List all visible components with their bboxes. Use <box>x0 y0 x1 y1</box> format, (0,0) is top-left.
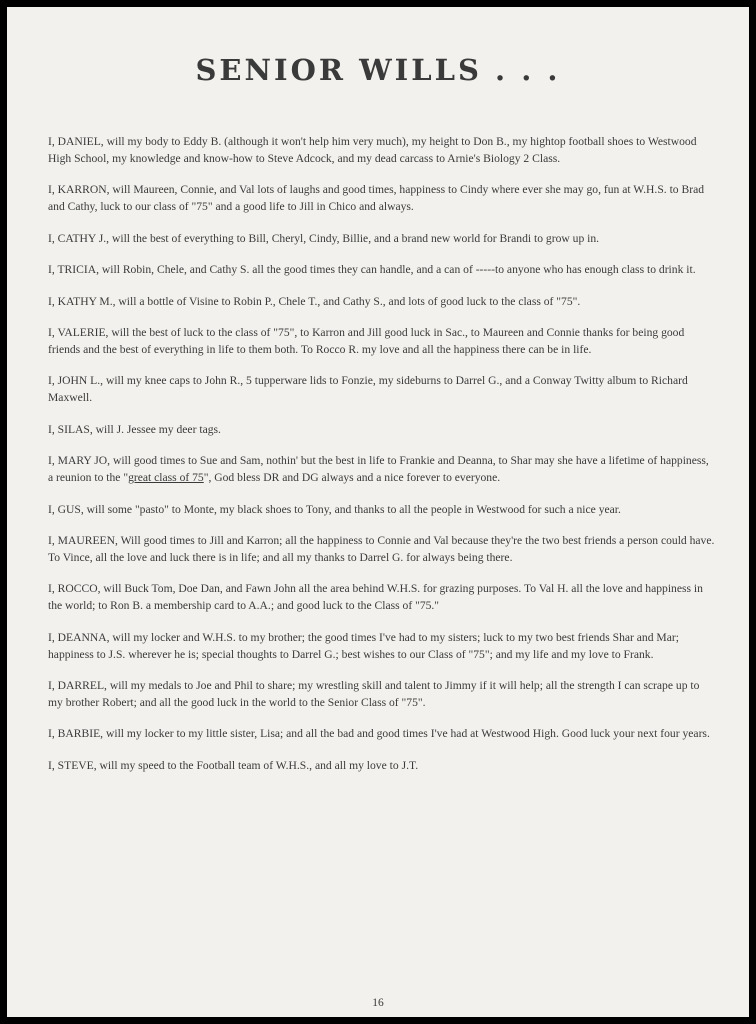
will-entry-maureen: I, MAUREEN, Will good times to Jill and Karron; all the happiness to Connie and Val because they're the two best friends a person could have. To Vince, all the love and luck there is in life; and all my thanks to Darrel G. for always being there. <box>48 533 715 564</box>
will-entry-tricia: I, TRICIA, will Robin, Chele, and Cathy S. all the good times they can handle, and a can of -----to anyone who has enough class to drink it. <box>48 263 696 277</box>
will-entry-rocco: I, ROCCO, will Buck Tom, Doe Dan, and Fawn John all the area behind W.H.S. for grazing purposes. To Val H. all the love and happiness in the world; to Ron B. a membership card to A.A.; and good luck to the Class of "75." <box>48 582 703 613</box>
yearbook-page <box>7 7 749 1017</box>
will-entry-barbie: I, BARBIE, will my locker to my little sister, Lisa; and all the bad and good times I've had at Westwood High. Good luck your next four years. <box>48 727 710 741</box>
will-entry-darrel: I, DARREL, will my medals to Joe and Phil to share; my wrestling skill and talent to Jimmy if it will help; all the strength I can scrape up to my brother Robert; and all the good luck in the world to the Senior Class of "75". <box>48 679 700 710</box>
will-entry-gus: I, GUS, will some "pasto" to Monte, my black shoes to Tony, and thanks to all the people in Westwood for such a nice year. <box>48 502 621 516</box>
will-entry-kathy-m: I, KATHY M., will a bottle of Visine to Robin P., Chele T., and Cathy S., and lots of good luck to the class of "75". <box>48 294 581 308</box>
page-title: SENIOR WILLS . . . <box>195 53 561 87</box>
will-entry-deanna: I, DEANNA, will my locker and W.H.S. to my brother; the good times I've had to my sisters; luck to my two best friends Shar and Mar; happiness to J.S. wherever he is; special thoughts to Darrel G.; best wishes to our Class of "75"; and my life and my love to Frank. <box>48 630 679 661</box>
will-entry-daniel: I, DANIEL, will my body to Eddy B. (although it won't help him very much), my height to Don B., my hightop football shoes to Westwood High School, my knowledge and know-how to Steve Adcock, and my dead carcass to Arnie's Biology 2 Class. <box>48 135 697 165</box>
page-number: 16 <box>372 997 384 1009</box>
will-entry-cathy-j: I, CATHY J., will the best of everything to Bill, Cheryl, Cindy, Billie, and a brand new world for Brandi to grow up in. <box>48 231 600 245</box>
mary-jo-text-start: I, MARY JO, will good times to Sue and Sam, nothin' but the best in life to Frankie and Deanna, to Shar may she have a lifetime of happiness, a reunion to the " <box>48 454 709 485</box>
will-entry-mary-jo <box>48 452 716 486</box>
will-entry-silas: I, SILAS, will J. Jessee my deer tags. <box>48 422 221 436</box>
wills-list <box>48 133 716 788</box>
will-entry-john-l: I, JOHN L., will my knee caps to John R., 5 tupperware lids to Fonzie, my sideburns to Darrel G., and a Conway Twitty album to Richard Maxwell. <box>48 374 688 405</box>
will-entry-valerie: I, VALERIE, will the best of luck to the class of "75", to Karron and Jill good luck in Sac., to Maureen and Connie thanks for being good friends and the best of everything in life to them both. To Rocco R. my love and all the happiness there can be in life. <box>48 325 685 356</box>
will-entry-steve: I, STEVE, will my speed to the Football team of W.H.S., and all my love to J.T. <box>48 758 419 772</box>
underlined-phrase: great class of 75 <box>128 471 204 485</box>
mary-jo-text-end: ", God bless DR and DG always and a nice forever to everyone. <box>203 471 501 485</box>
will-entry-karron: I, KARRON, will Maureen, Connie, and Val lots of laughs and good times, happiness to Cindy where ever she may go, fun at W.H.S. to Brad and Cathy, luck to our class of "75" and a good life to Jill in Chico and always. <box>48 183 705 214</box>
